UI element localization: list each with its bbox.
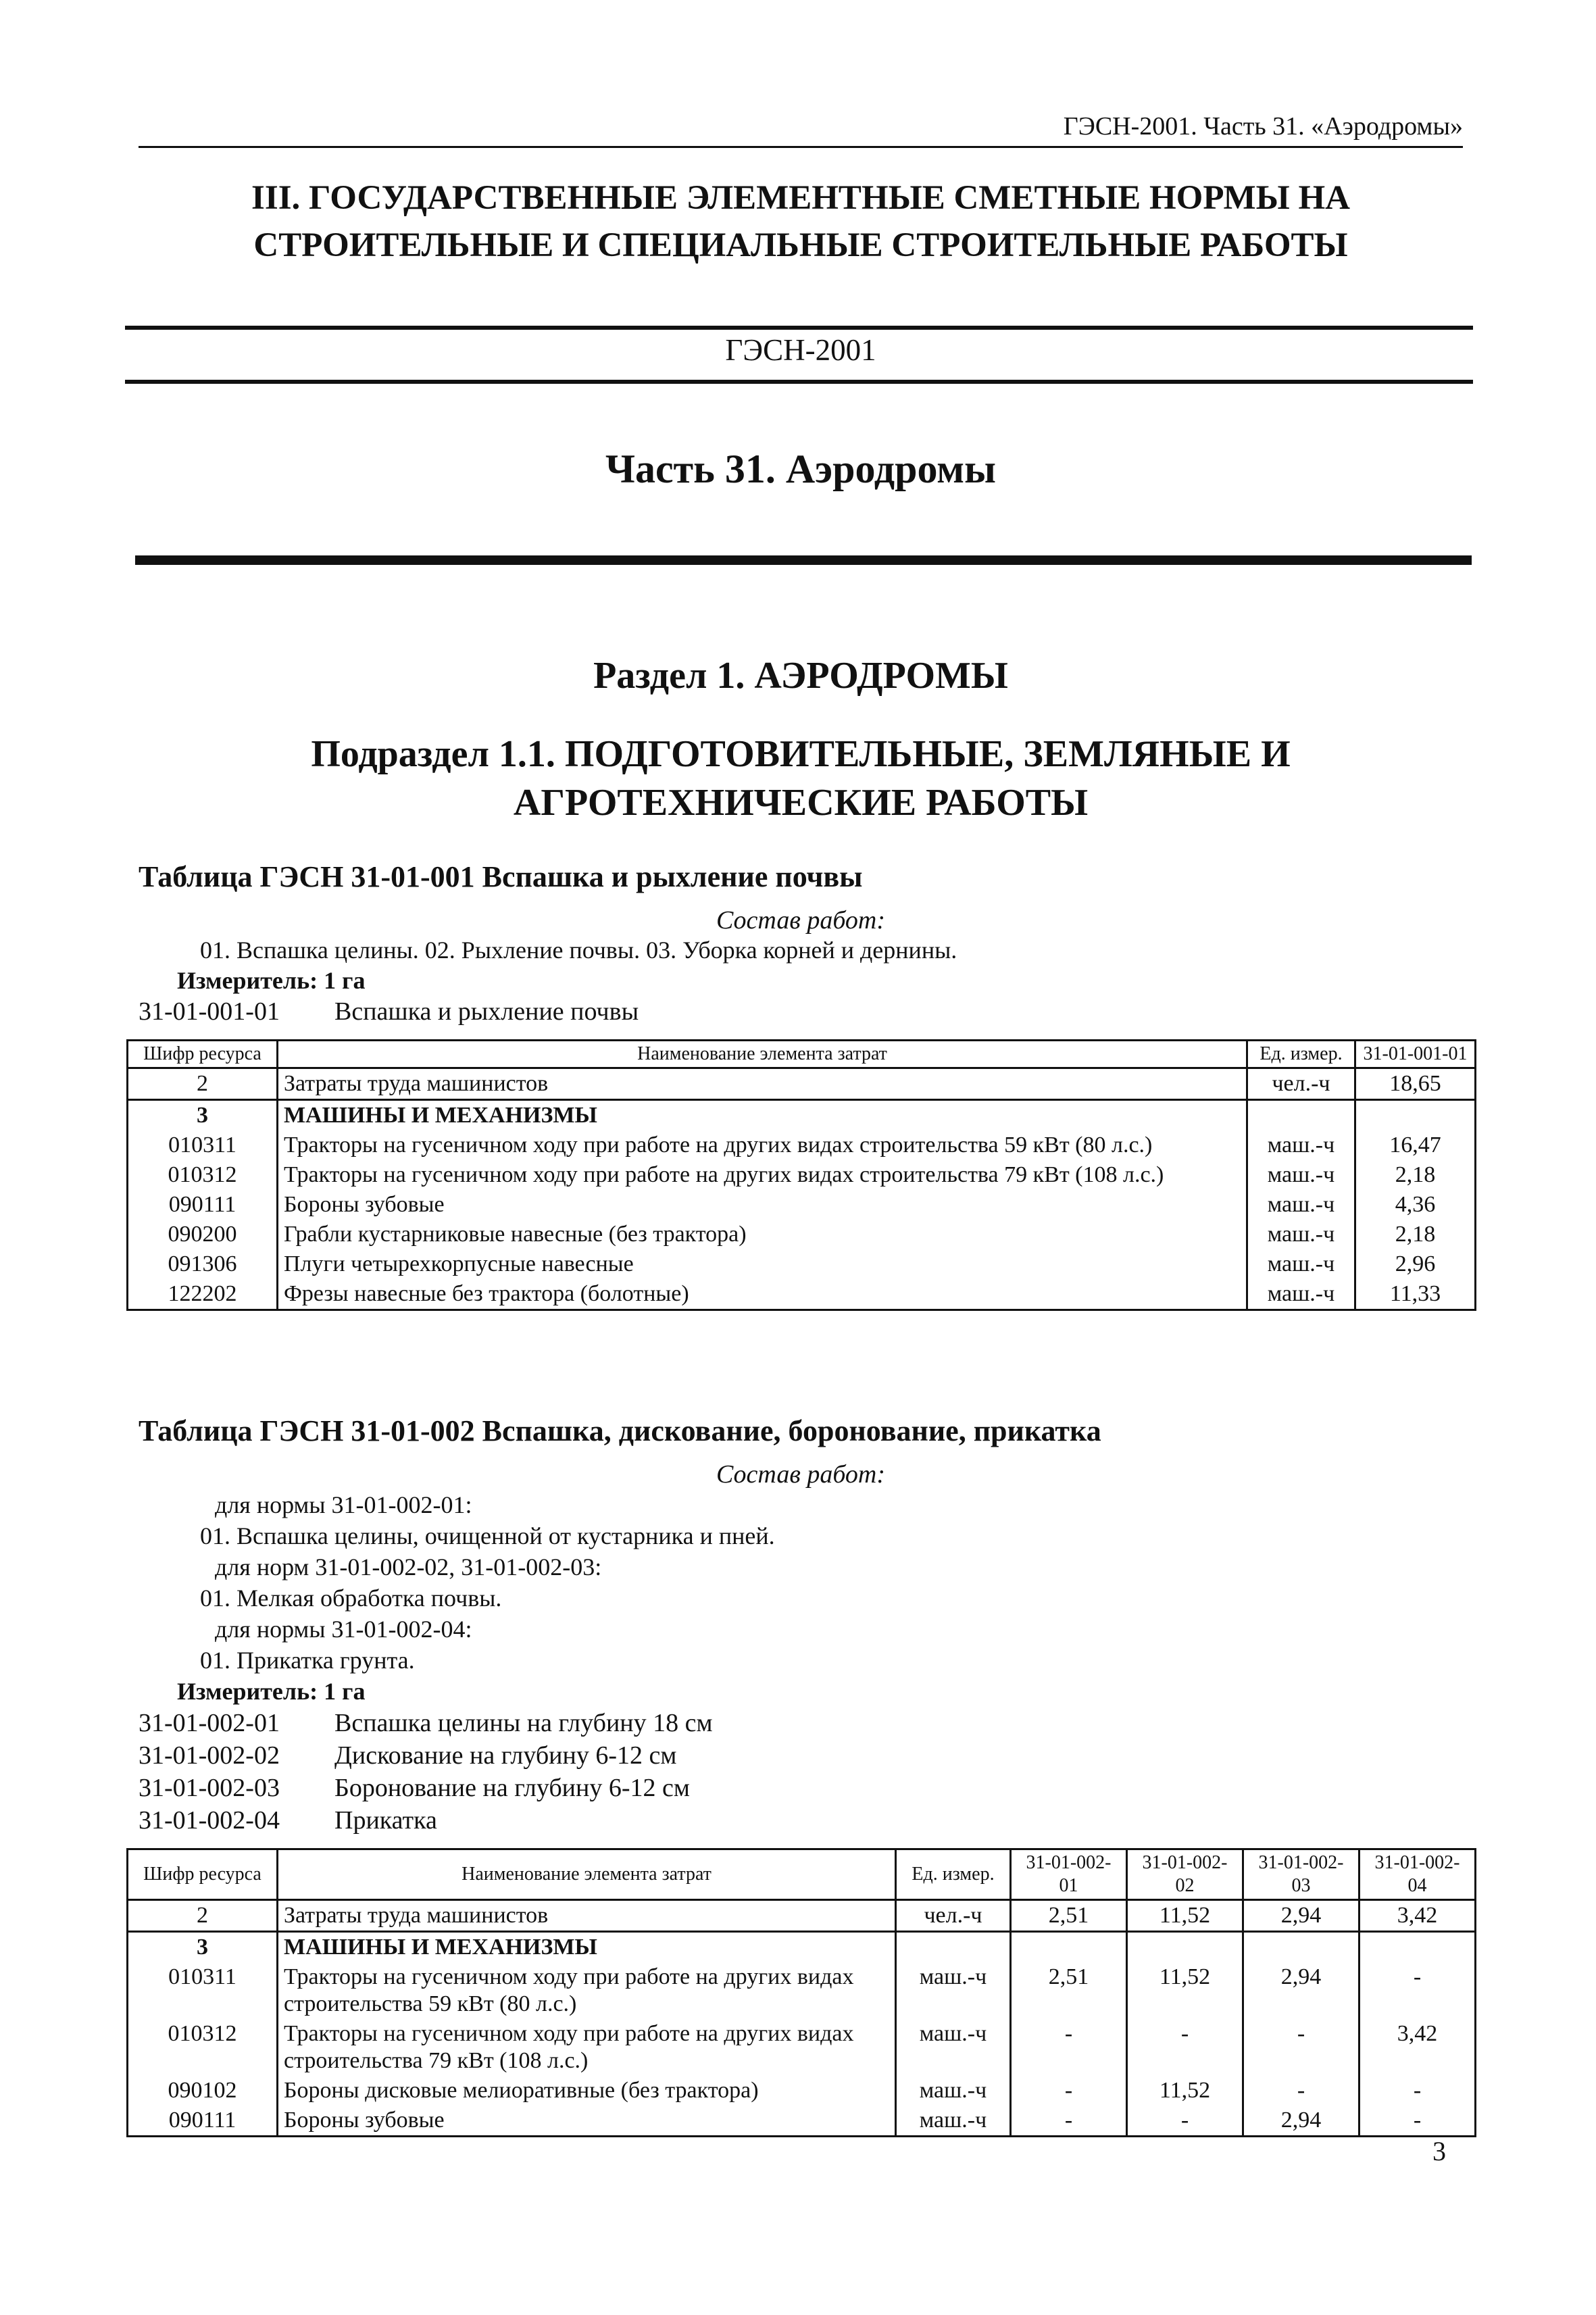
resource-code: 010311 [128, 1962, 278, 2019]
resource-value: 3,42 [1360, 1900, 1476, 1932]
table2-work-line-1: для нормы 31-01-002-01: [215, 1491, 472, 1518]
resource-code: 091306 [128, 1249, 278, 1279]
table1-title: Таблица ГЭСН 31-01-001 Вспашка и рыхление почвы [139, 860, 863, 893]
norm-code: 31-01-002-01 [139, 1709, 280, 1737]
resource-value: 2,96 [1355, 1249, 1476, 1279]
resource-unit: маш.-ч [1247, 1220, 1355, 1249]
table2 [126, 1848, 1476, 2137]
resource-code: 3 [128, 1932, 278, 1963]
resource-group-name: МАШИНЫ И МЕХАНИЗМЫ [278, 1932, 896, 1963]
resource-value: 11,33 [1355, 1279, 1476, 1310]
resource-value: 2,18 [1355, 1160, 1476, 1190]
table1-works: 01. Вспашка целины. 02. Рыхление почвы. 03. Уборка корней и дернины. [200, 937, 957, 964]
resource-value: 11,52 [1127, 2076, 1243, 2106]
table-row [128, 1220, 1476, 1249]
table2-header-name: Наименование элемента затрат [278, 1849, 896, 1900]
resource-value [1243, 1932, 1360, 1963]
resource-value: 2,94 [1243, 1900, 1360, 1932]
code-rule-top [125, 326, 1473, 330]
resource-unit: маш.-ч [1247, 1130, 1355, 1160]
norm-code: 31-01-002-04 [139, 1806, 280, 1835]
norm-name: Вспашка и рыхление почвы [334, 997, 639, 1026]
resource-code: 3 [128, 1100, 278, 1131]
norm-name: Прикатка [334, 1806, 437, 1835]
resource-name: Плуги четырехкорпусные навесные [278, 1249, 1247, 1279]
resource-value: - [1011, 2106, 1127, 2137]
code-label: ГЭСН-2001 [725, 333, 876, 367]
table2-header-unit: Ед. измер. [896, 1849, 1011, 1900]
resource-unit: маш.-ч [896, 2019, 1011, 2076]
table2-work-line-3: для норм 31-01-002-02, 31-01-002-03: [215, 1553, 602, 1580]
resource-value: 2,94 [1243, 1962, 1360, 2019]
table1-measure: Измеритель: 1 га [177, 967, 366, 994]
document-title-line-2: СТРОИТЕЛЬНЫЕ И СПЕЦИАЛЬНЫЕ СТРОИТЕЛЬНЫЕ РАБОТЫ [253, 226, 1348, 264]
resource-code: 090111 [128, 1190, 278, 1220]
resource-value: 11,52 [1127, 1900, 1243, 1932]
table1-header-row [128, 1041, 1476, 1068]
norm-code: 31-01-001-01 [139, 997, 280, 1026]
resource-name: Бороны дисковые мелиоративные (без трактора) [278, 2076, 896, 2106]
subsection-title [139, 730, 1463, 827]
resource-unit: маш.-ч [896, 2106, 1011, 2137]
norm-name: Боронование на глубину 6-12 см [334, 1774, 690, 1802]
part-title: Часть 31. Аэродромы [605, 447, 997, 491]
running-header: ГЭСН-2001. Часть 31. «Аэродромы» [1063, 112, 1463, 141]
resource-unit [896, 1932, 1011, 1963]
resource-name: Тракторы на гусеничном ходу при работе на других видах строительства 59 кВт (80 л.с.) [278, 1962, 896, 2019]
table2-work-line-5: для нормы 31-01-002-04: [215, 1616, 472, 1643]
table1-header-code: Шифр ресурса [128, 1041, 278, 1068]
resource-code: 122202 [128, 1279, 278, 1310]
resource-value: - [1243, 2019, 1360, 2076]
page-number: 3 [1432, 2136, 1446, 2166]
resource-name: Затраты труда машинистов [278, 1068, 1247, 1100]
resource-code: 090111 [128, 2106, 278, 2137]
table-row [128, 2106, 1476, 2137]
table2-composition-label: Состав работ: [716, 1460, 886, 1489]
resource-code: 2 [128, 1900, 278, 1932]
resource-value: - [1011, 2019, 1127, 2076]
resource-code: 2 [128, 1068, 278, 1100]
table2-work-line-4: 01. Мелкая обработка почвы. [200, 1585, 502, 1612]
table1 [126, 1039, 1476, 1311]
norm-name: Дискование на глубину 6-12 см [334, 1741, 677, 1770]
resource-unit: чел.-ч [896, 1900, 1011, 1932]
table2-norm-row [139, 1708, 713, 1738]
resource-group-name: МАШИНЫ И МЕХАНИЗМЫ [278, 1100, 1247, 1131]
resource-value: - [1011, 2076, 1127, 2106]
table2-norm-row [139, 1741, 676, 1770]
document-title [139, 174, 1463, 269]
resource-code: 010311 [128, 1130, 278, 1160]
table-row [128, 2076, 1476, 2106]
table1-header-col-1: 31-01-001-01 [1355, 1041, 1476, 1068]
resource-value: 11,52 [1127, 1962, 1243, 2019]
resource-name: Тракторы на гусеничном ходу при работе на других видах строительства 59 кВт (80 л.с.) [278, 1130, 1247, 1160]
resource-name: Бороны зубовые [278, 2106, 896, 2137]
resource-value: 16,47 [1355, 1130, 1476, 1160]
resource-value [1360, 1932, 1476, 1963]
resource-value: 2,51 [1011, 1900, 1127, 1932]
table-row [128, 1932, 1476, 1963]
table2-title: Таблица ГЭСН 31-01-002 Вспашка, дискование, боронование, прикатка [139, 1414, 1101, 1447]
table1-header-unit: Ед. измер. [1247, 1041, 1355, 1068]
table1-header-name: Наименование элемента затрат [278, 1041, 1247, 1068]
table2-norm-row [139, 1773, 690, 1803]
table1-norm-row [139, 997, 639, 1026]
resource-name: Грабли кустарниковые навесные (без трактора) [278, 1220, 1247, 1249]
table1-composition-label: Состав работ: [716, 906, 886, 935]
norm-code: 31-01-002-02 [139, 1741, 280, 1770]
table2-header-col-2: 31-01-002-02 [1127, 1849, 1243, 1900]
resource-unit [1247, 1100, 1355, 1131]
table-row [128, 1900, 1476, 1932]
resource-name: Бороны зубовые [278, 1190, 1247, 1220]
table-row [128, 1160, 1476, 1190]
document-title-line-1: III. ГОСУДАРСТВЕННЫЕ ЭЛЕМЕНТНЫЕ СМЕТНЫЕ НОРМЫ НА [251, 179, 1350, 217]
table2-norm-row [139, 1806, 437, 1835]
resource-unit: чел.-ч [1247, 1068, 1355, 1100]
code-rule-bottom [125, 380, 1473, 384]
resource-value [1355, 1100, 1476, 1131]
table2-header-col-1: 31-01-002-01 [1011, 1849, 1127, 1900]
resource-value: - [1360, 2106, 1476, 2137]
resource-value [1127, 1932, 1243, 1963]
table2-header-col-4: 31-01-002-04 [1360, 1849, 1476, 1900]
resource-value: 2,51 [1011, 1962, 1127, 2019]
resource-name: Затраты труда машинистов [278, 1900, 896, 1932]
table2-header-col-3: 31-01-002-03 [1243, 1849, 1360, 1900]
resource-name: Фрезы навесные без трактора (болотные) [278, 1279, 1247, 1310]
table-row [128, 1068, 1476, 1100]
resource-name: Тракторы на гусеничном ходу при работе на других видах строительства 79 кВт (108 л.с.) [278, 1160, 1247, 1190]
resource-unit: маш.-ч [1247, 1190, 1355, 1220]
resource-code: 010312 [128, 2019, 278, 2076]
resource-name: Тракторы на гусеничном ходу при работе на других видах строительства 79 кВт (108 л.с.) [278, 2019, 896, 2076]
resource-value: 18,65 [1355, 1068, 1476, 1100]
table2-header-code: Шифр ресурса [128, 1849, 278, 1900]
table-row [128, 2019, 1476, 2076]
resource-value: - [1243, 2076, 1360, 2106]
resource-value: 4,36 [1355, 1190, 1476, 1220]
resource-value: - [1127, 2106, 1243, 2137]
subsection-title-line-1: Подраздел 1.1. ПОДГОТОВИТЕЛЬНЫЕ, ЗЕМЛЯНЫЕ И [311, 733, 1291, 775]
table-row [128, 1962, 1476, 2019]
subsection-title-line-2: АГРОТЕХНИЧЕСКИЕ РАБОТЫ [513, 782, 1089, 824]
table2-work-line-6: 01. Прикатка грунта. [200, 1647, 415, 1674]
table2-measure: Измеритель: 1 га [177, 1678, 366, 1705]
header-rule [139, 146, 1463, 148]
norm-name: Вспашка целины на глубину 18 см [334, 1709, 713, 1737]
norm-code: 31-01-002-03 [139, 1774, 280, 1802]
resource-unit: маш.-ч [896, 1962, 1011, 2019]
resource-unit: маш.-ч [1247, 1279, 1355, 1310]
resource-value [1011, 1932, 1127, 1963]
resource-code: 090102 [128, 2076, 278, 2106]
part-rule-thick [135, 555, 1472, 565]
table-row [128, 1279, 1476, 1310]
resource-value: - [1127, 2019, 1243, 2076]
resource-value: 2,94 [1243, 2106, 1360, 2137]
resource-code: 010312 [128, 1160, 278, 1190]
table-row [128, 1190, 1476, 1220]
resource-value: 3,42 [1360, 2019, 1476, 2076]
section-title: Раздел 1. АЭРОДРОМЫ [593, 655, 1008, 697]
table-row [128, 1249, 1476, 1279]
resource-value: - [1360, 1962, 1476, 2019]
table-row [128, 1130, 1476, 1160]
resource-unit: маш.-ч [896, 2076, 1011, 2106]
table2-header-row [128, 1849, 1476, 1900]
resource-value: 2,18 [1355, 1220, 1476, 1249]
table2-work-line-2: 01. Вспашка целины, очищенной от кустарника и пней. [200, 1522, 775, 1549]
resource-value: - [1360, 2076, 1476, 2106]
resource-unit: маш.-ч [1247, 1160, 1355, 1190]
table-row [128, 1100, 1476, 1131]
resource-unit: маш.-ч [1247, 1249, 1355, 1279]
resource-code: 090200 [128, 1220, 278, 1249]
